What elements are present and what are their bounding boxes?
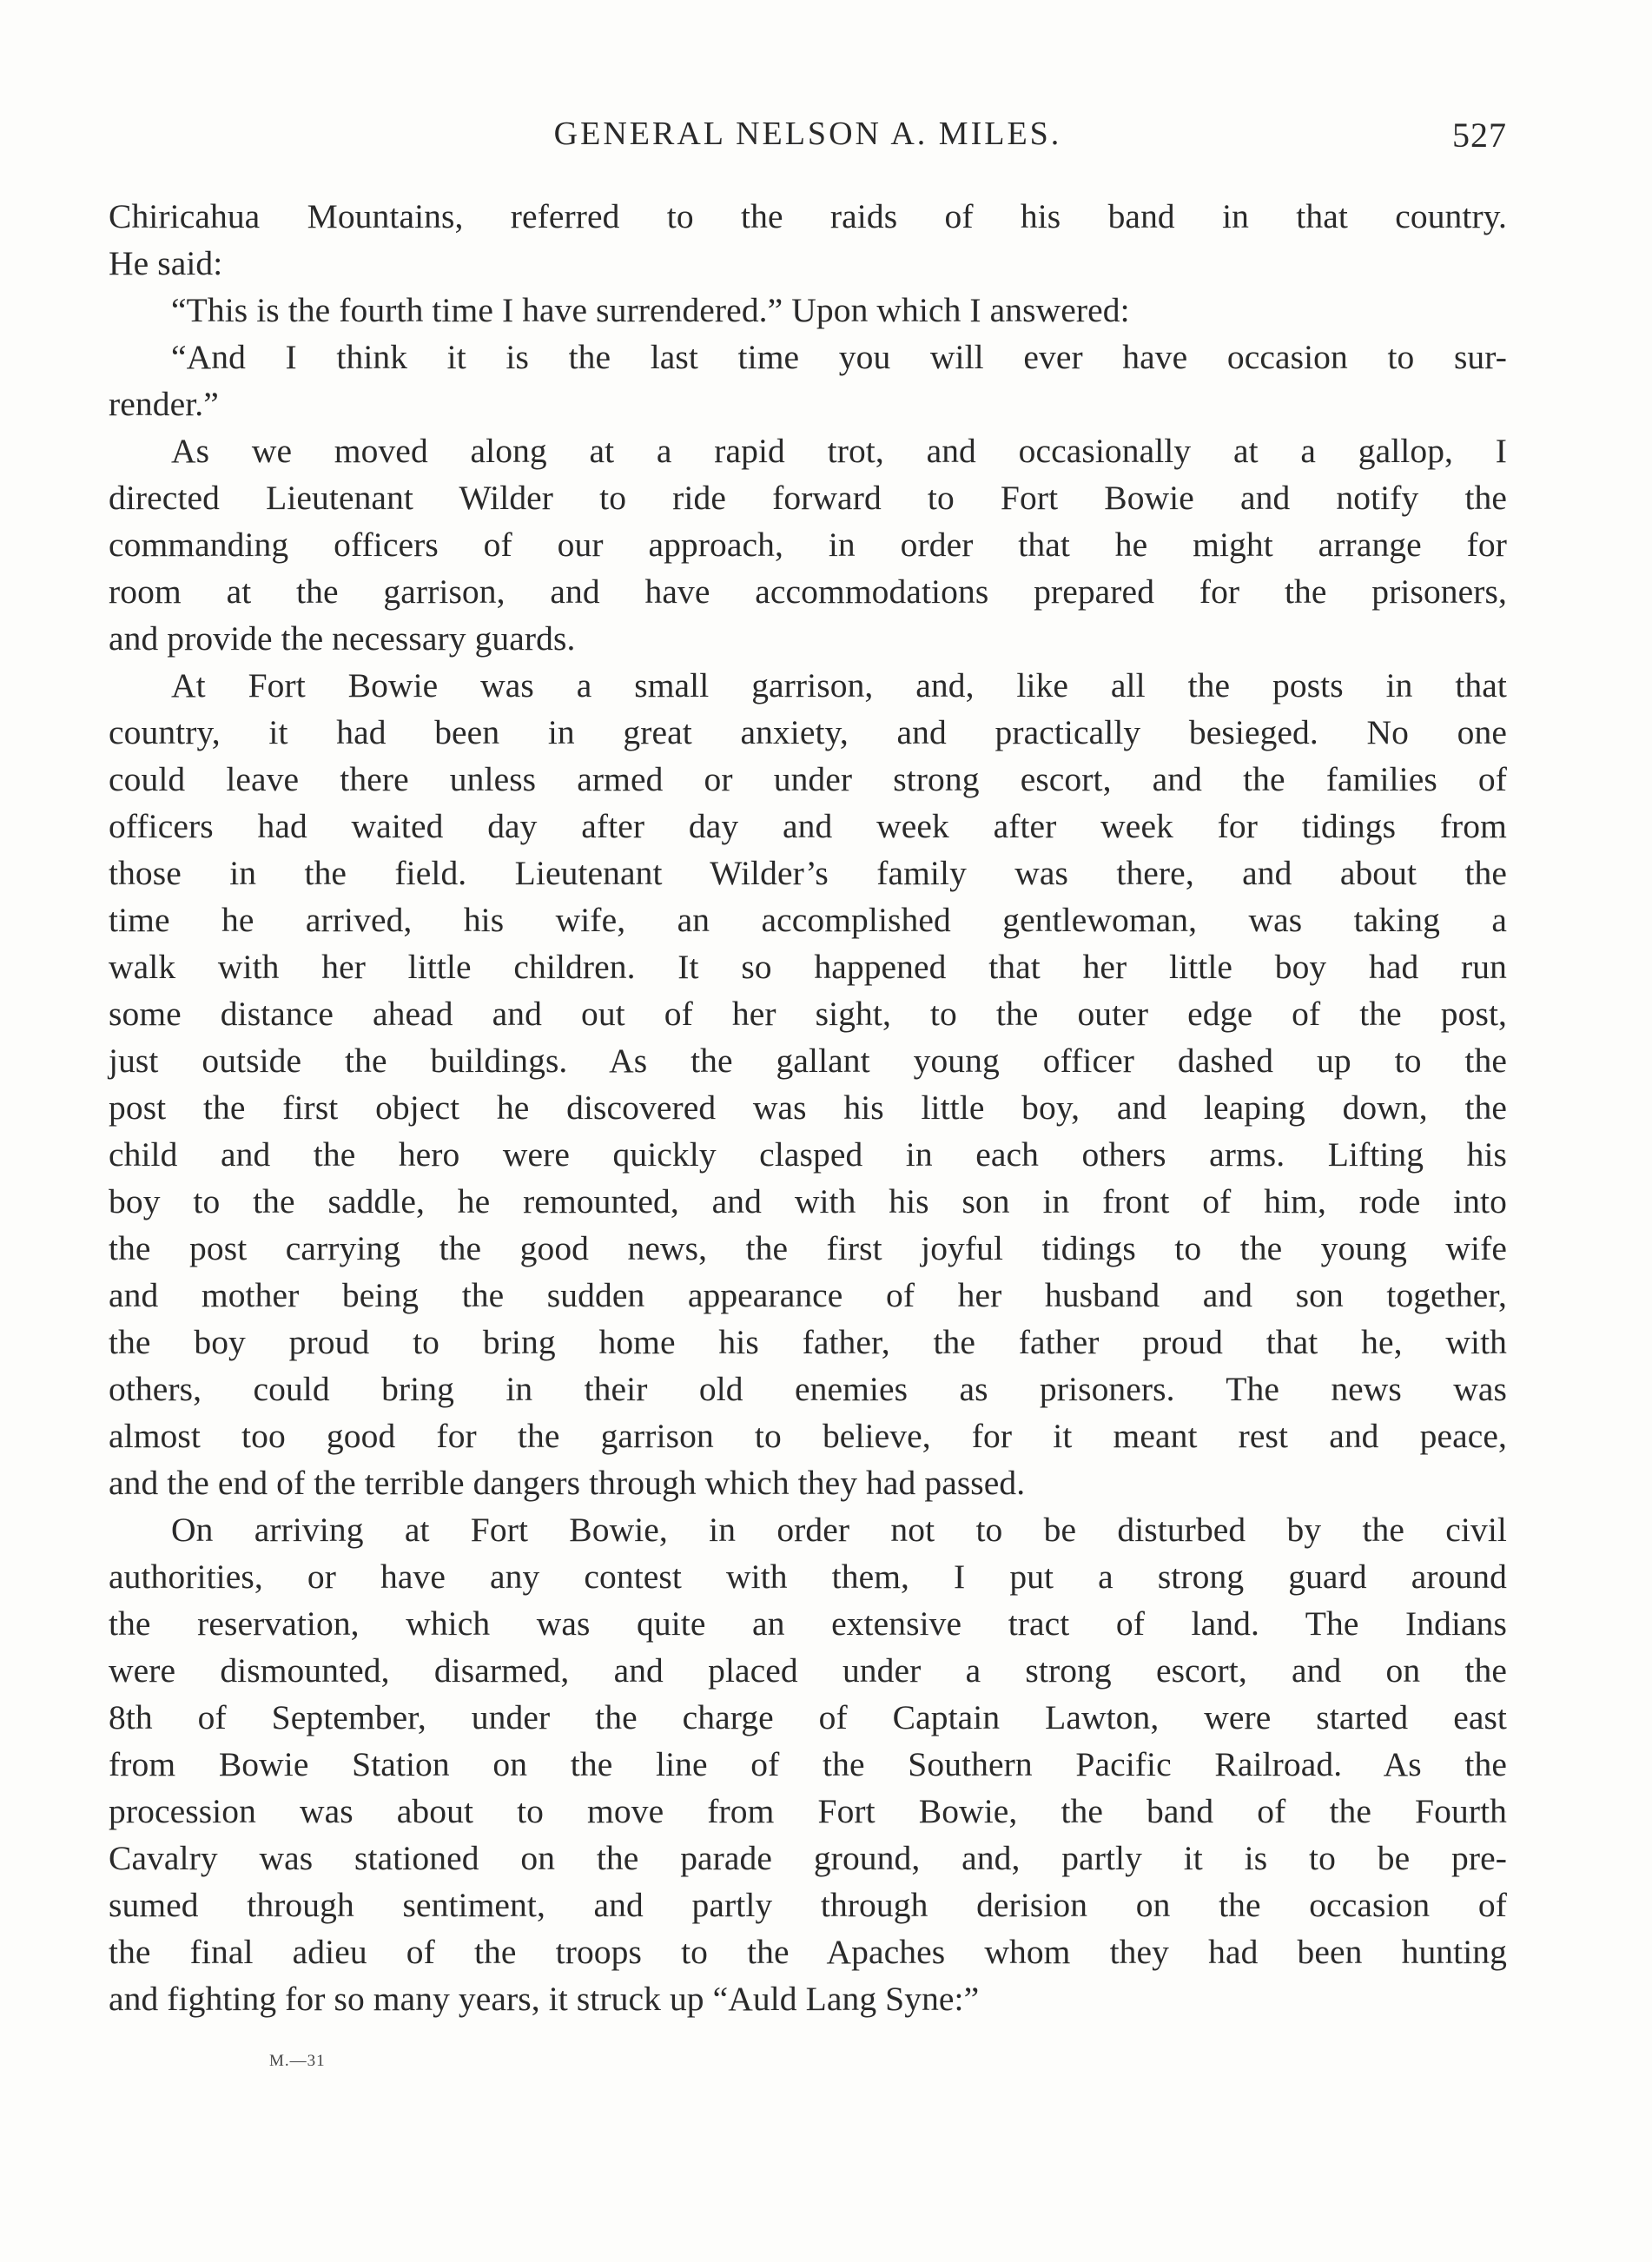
text-line: almost too good for the garrison to believe, for it meant rest and peace,	[109, 1417, 1507, 1455]
text-line: Cavalry was stationed on the parade ground, and, partly it is to be pre-	[109, 1839, 1507, 1877]
text-line: others, could bring in their old enemies as prisoners. The news was	[109, 1370, 1507, 1408]
text-line: boy to the saddle, he remounted, and with his son in front of him, rode into	[109, 1182, 1507, 1220]
text-line: those in the field. Lieutenant Wilder’s family was there, and about the	[109, 854, 1507, 892]
text-line: time he arrived, his wife, an accomplished gentlewoman, was taking a	[109, 901, 1507, 939]
text-line: the boy proud to bring home his father, the father proud that he, with	[109, 1323, 1507, 1361]
text-line: and the end of the terrible dangers through which they had passed.	[109, 1464, 1026, 1502]
text-line: were dismounted, disarmed, and placed under a strong escort, and on the	[109, 1651, 1507, 1690]
text-line: and provide the necessary guards.	[109, 619, 576, 658]
running-head	[109, 115, 1507, 167]
text-line: and fighting for so many years, it struck up “Auld Lang Syne:”	[109, 1980, 980, 2018]
text-line: country, it had been in great anxiety, and practically besieged. No one	[109, 713, 1507, 751]
text-line: 8th of September, under the charge of Captain Lawton, were started east	[109, 1698, 1507, 1736]
text-line: the reservation, which was quite an extensive tract of land. The Indians	[109, 1604, 1507, 1643]
text-line: and mother being the sudden appearance of her husband and son together,	[109, 1276, 1507, 1314]
text-line: “And I think it is the last time you will ever have occasion to sur-	[171, 338, 1507, 376]
text-line: officers had waited day after day and week after week for tidings from	[109, 807, 1507, 845]
text-line: just outside the buildings. As the gallant young officer dashed up to the	[109, 1042, 1507, 1080]
text-line: At Fort Bowie was a small garrison, and, like all the posts in that	[171, 666, 1507, 704]
text-line: He said:	[109, 244, 223, 282]
text-line: walk with her little children. It so happened that her little boy had run	[109, 948, 1507, 986]
text-line: sumed through sentiment, and partly through derision on the occasion of	[109, 1886, 1507, 1924]
text-line: child and the hero were quickly clasped in each others arms. Lifting his	[109, 1135, 1507, 1174]
text-line: Chiricahua Mountains, referred to the raids of his band in that country.	[109, 197, 1507, 235]
text-line: the final adieu of the troops to the Apaches whom they had been hunting	[109, 1933, 1507, 1971]
text-line: room at the garrison, and have accommodations prepared for the prisoners,	[109, 572, 1507, 611]
text-line: “This is the fourth time I have surrendered.” Upon which I answered:	[171, 291, 1130, 329]
signature-mark: M.—31	[269, 2052, 326, 2070]
page-number: 527	[1452, 116, 1507, 155]
text-line: directed Lieutenant Wilder to ride forward to Fort Bowie and notify the	[109, 479, 1507, 517]
text-line: could leave there unless armed or under strong escort, and the families of	[109, 760, 1507, 798]
text-line: On arriving at Fort Bowie, in order not to be disturbed by the civil	[171, 1511, 1507, 1549]
text-line: from Bowie Station on the line of the Southern Pacific Railroad. As the	[109, 1745, 1507, 1783]
text-line: authorities, or have any contest with them, I put a strong guard around	[109, 1558, 1507, 1596]
text-line: commanding officers of our approach, in order that he might arrange for	[109, 526, 1507, 564]
text-line: As we moved along at a rapid trot, and occasionally at a gallop, I	[171, 432, 1507, 470]
text-line: procession was about to move from Fort Bowie, the band of the Fourth	[109, 1792, 1507, 1830]
text-line: render.”	[109, 385, 219, 423]
body-text	[109, 193, 1507, 2022]
running-title: GENERAL NELSON A. MILES.	[553, 116, 1062, 152]
text-line: the post carrying the good news, the first joyful tidings to the young wife	[109, 1229, 1507, 1267]
text-line: post the first object he discovered was his little boy, and leaping down, the	[109, 1088, 1507, 1127]
text-line: some distance ahead and out of her sight, to the outer edge of the post,	[109, 995, 1507, 1033]
